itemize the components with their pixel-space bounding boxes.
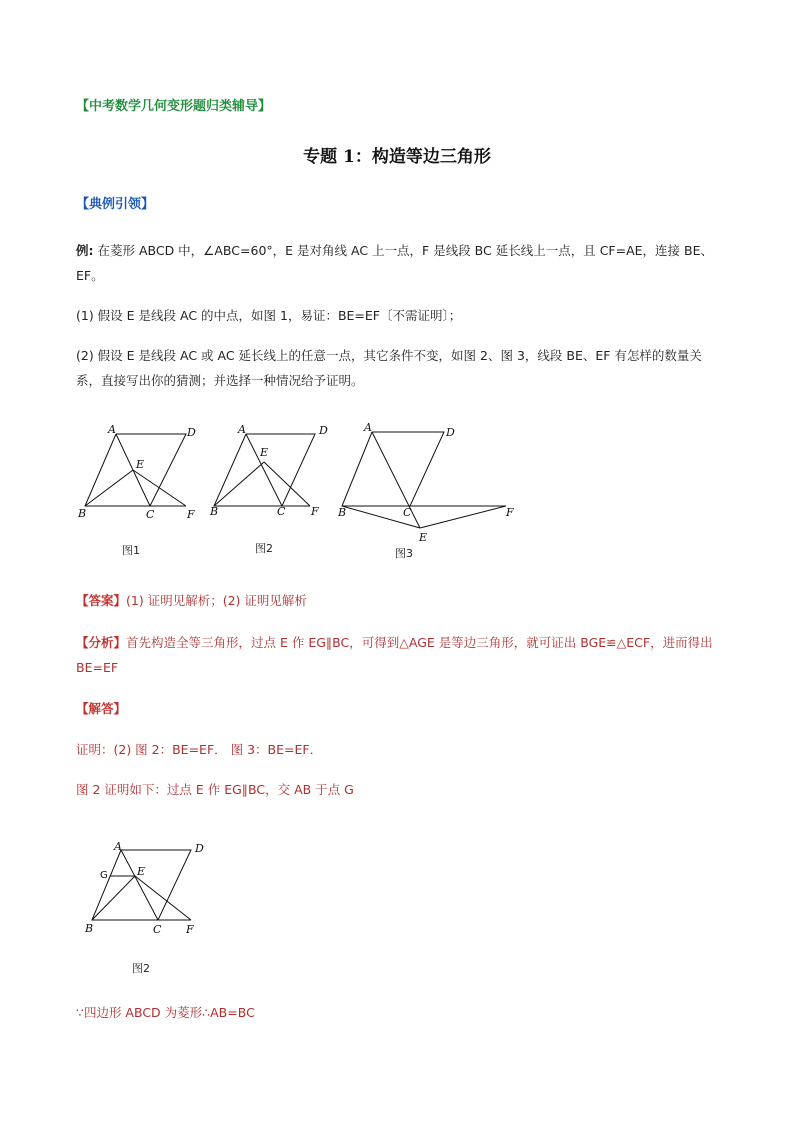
fig4-label-a: A <box>114 840 122 853</box>
fig1-label-b: B <box>78 507 87 520</box>
solution-line-1: 证明：(2) 图 2：BE=EF． 图 3：BE=EF． <box>76 742 323 757</box>
fig3-label-e: E <box>419 531 428 544</box>
fig4-label-g: G <box>100 870 108 881</box>
fig3-label-b: B <box>338 506 347 519</box>
fig1-label-d: D <box>187 426 196 439</box>
fig3-label-a: A <box>364 421 372 434</box>
answer-label: 【答案】 <box>76 593 127 608</box>
fig2-label-b: B <box>210 505 219 518</box>
fig1-caption: 图1 <box>122 544 140 557</box>
fig2-label-c: C <box>277 505 286 518</box>
section-example: 【典例引领】 <box>76 197 155 212</box>
fig3-caption: 图3 <box>395 547 413 560</box>
figure-2-diagram <box>214 434 315 506</box>
problem-part2: (2) 假设 E 是线段 AC 或 AC 延长线上的任意一点，其它条件不变，如图 2、图 3，线段 BE、EF 有怎样的数量关系，直接写出你的猜测；并选择一种情况给予证明。 <box>76 348 702 388</box>
answer-line <box>76 588 726 613</box>
figure-4-diagram <box>80 838 230 938</box>
analysis-text: 首先构造全等三角形，过点 E 作 EG∥BC，可得到△AGE 是等边三角形，就可证出 BGE≌△ECF，进而得出 BE=EF <box>76 635 713 675</box>
fig2-label-d: D <box>319 424 328 437</box>
fig3-label-c: C <box>403 506 412 519</box>
problem-part1: (1) 假设 E 是线段 AC 的中点，如图 1，易证：BE=EF〔不需证明〕； <box>76 308 462 323</box>
fig1-label-e: E <box>136 458 145 471</box>
fig2-label-f: F <box>311 505 319 518</box>
fig1-label-c: C <box>146 508 155 521</box>
problem-lead: 例: <box>76 243 94 258</box>
solution-line-2: 图 2 证明如下：过点 E 作 EG∥BC，交 AB 于点 G <box>76 782 354 797</box>
fig2-label-e: E <box>260 446 269 459</box>
page-title: 专题 1：构造等边三角形 <box>303 147 491 167</box>
problem-statement <box>76 238 726 288</box>
fig1-label-a: A <box>108 423 116 436</box>
final-line: ∵四边形 ABCD 为菱形∴AB=BC <box>76 1005 255 1020</box>
figure-3-diagram <box>342 432 506 528</box>
fig2-label-a: A <box>238 423 246 436</box>
problem-text: 在菱形 ABCD 中，∠ABC=60°，E 是对角线 AC 上一点，F 是线段 BC 延长线上一点，且 CF=AE，连接 BE、EF。 <box>76 243 713 283</box>
fig4-label-c: C <box>153 923 162 936</box>
solution-label: 【解答】 <box>76 701 127 716</box>
fig1-label-f: F <box>187 508 195 521</box>
analysis-line <box>76 630 726 680</box>
fig4-label-e: E <box>137 865 146 878</box>
fig2-caption: 图2 <box>255 542 273 555</box>
analysis-label: 【分析】 <box>76 635 127 650</box>
fig4-label-d: D <box>195 842 204 855</box>
fig3-label-f: F <box>506 506 514 519</box>
answer-text: (1) 证明见解析；(2) 证明见解析 <box>126 593 307 608</box>
header-tag: 【中考数学几何变形题归类辅导】 <box>76 99 272 114</box>
fig3-label-d: D <box>446 426 455 439</box>
fig4-caption: 图2 <box>132 962 150 975</box>
solution-label-line <box>76 696 726 721</box>
fig4-label-b: B <box>85 922 94 935</box>
fig4-label-f: F <box>186 923 194 936</box>
